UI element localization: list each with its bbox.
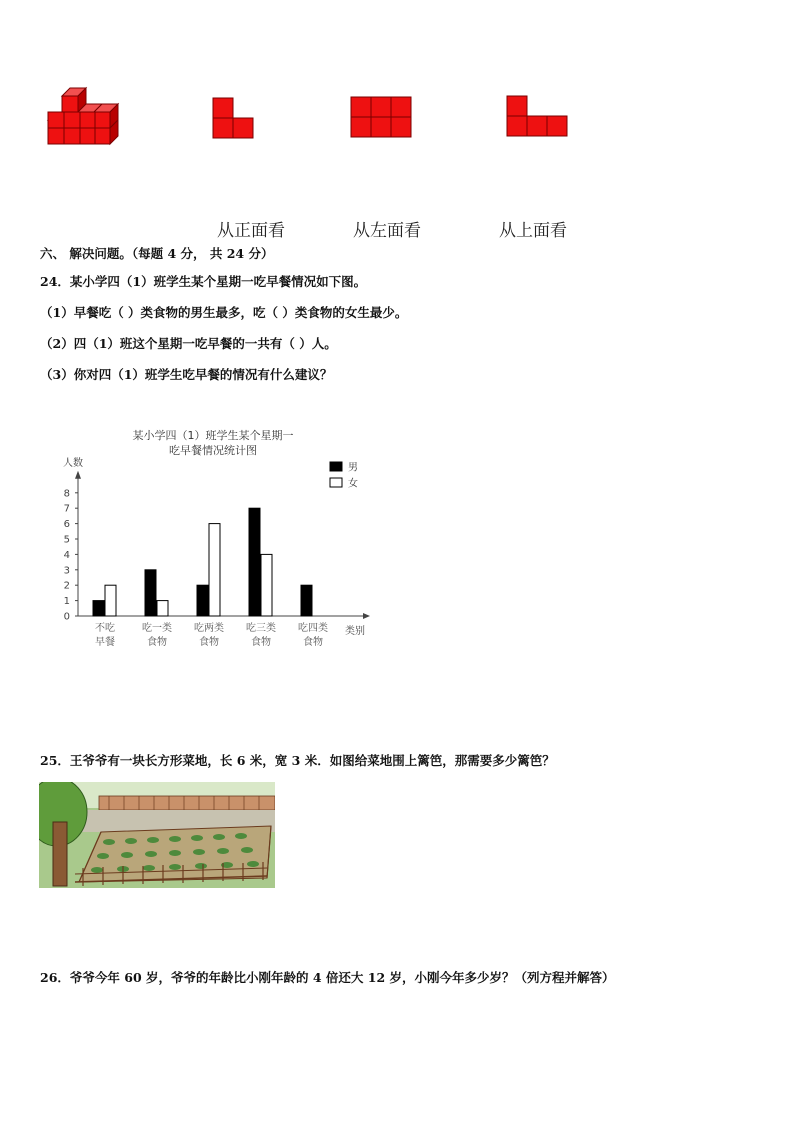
left-view-label: 从左面看 bbox=[353, 221, 421, 241]
left-view-shape bbox=[350, 96, 414, 138]
q24-stem: 24．某小学四（1）班学生某个星期一吃早餐情况如下图。 bbox=[40, 274, 367, 289]
bar-girls bbox=[105, 585, 116, 616]
category-label: 吃四类 bbox=[298, 623, 328, 634]
front-view-label: 从正面看 bbox=[217, 221, 285, 241]
y-tick-label: 7 bbox=[63, 503, 70, 515]
top-view-label: 从上面看 bbox=[499, 221, 567, 241]
y-tick-label: 4 bbox=[63, 549, 70, 561]
category-label: 食物 bbox=[147, 637, 167, 648]
bar-boys bbox=[301, 585, 312, 616]
bar-boys bbox=[249, 508, 260, 616]
bar-boys bbox=[197, 585, 208, 616]
category-label: 食物 bbox=[199, 637, 219, 648]
legend-swatch bbox=[330, 462, 342, 471]
bar-boys bbox=[145, 570, 156, 616]
category-label: 吃三类 bbox=[246, 623, 276, 634]
category-label: 吃一类 bbox=[142, 623, 172, 634]
x-axis-arrow bbox=[363, 613, 370, 619]
bar-girls bbox=[209, 524, 220, 616]
y-tick-label: 2 bbox=[63, 580, 70, 592]
category-label: 吃两类 bbox=[194, 623, 224, 634]
q24-part1: （1）早餐吃（ ）类食物的男生最多，吃（ ）类食物的女生最少。 bbox=[40, 305, 408, 320]
cube-figure bbox=[40, 82, 130, 148]
y-tick-label: 0 bbox=[63, 611, 70, 623]
q24-part3: （3）你对四（1）班学生吃早餐的情况有什么建议？ bbox=[40, 367, 333, 382]
chart-title-line2: 吃早餐情况统计图 bbox=[169, 444, 257, 457]
category-label: 早餐 bbox=[95, 637, 115, 648]
y-tick-label: 8 bbox=[63, 488, 70, 500]
y-axis-arrow bbox=[75, 471, 81, 479]
y-tick-label: 3 bbox=[63, 565, 70, 577]
q24-part2: （2）四（1）班这个星期一吃早餐的一共有（ ）人。 bbox=[40, 336, 337, 351]
q26-text: 26．爷爷今年 60 岁，爷爷的年龄比小刚年龄的 4 倍还大 12 岁，小刚今年多少岁？（列方程并解答） bbox=[40, 970, 615, 985]
legend-label: 女 bbox=[348, 478, 358, 490]
chart-title-line1: 某小学四（1）班学生某个星期一 bbox=[132, 429, 294, 442]
vegetable-garden-illustration bbox=[39, 782, 275, 888]
category-label: 食物 bbox=[251, 637, 271, 648]
bar-girls bbox=[261, 554, 272, 616]
y-tick-label: 1 bbox=[63, 596, 70, 608]
top-view-shape bbox=[506, 95, 570, 137]
bar-girls bbox=[157, 601, 168, 616]
y-tick-label: 6 bbox=[63, 519, 70, 531]
front-view-shape bbox=[212, 97, 256, 139]
category-label: 不吃 bbox=[95, 623, 115, 634]
q25-text: 25．王爷爷有一块长方形菜地，长 6 米，宽 3 米．如图给菜地围上篱笆，那需要多少篱笆？ bbox=[40, 753, 555, 768]
x-axis-label: 类别 bbox=[345, 626, 365, 637]
section-title: 六、 解决问题。（每题 4 分， 共 24 分） bbox=[40, 246, 274, 261]
category-label: 食物 bbox=[303, 637, 323, 648]
legend-label: 男 bbox=[348, 462, 358, 474]
legend-swatch bbox=[330, 478, 342, 487]
y-axis-label: 人数 bbox=[63, 458, 83, 469]
bar-boys bbox=[93, 601, 104, 616]
breakfast-bar-chart bbox=[55, 420, 385, 660]
y-tick-label: 5 bbox=[63, 534, 70, 546]
